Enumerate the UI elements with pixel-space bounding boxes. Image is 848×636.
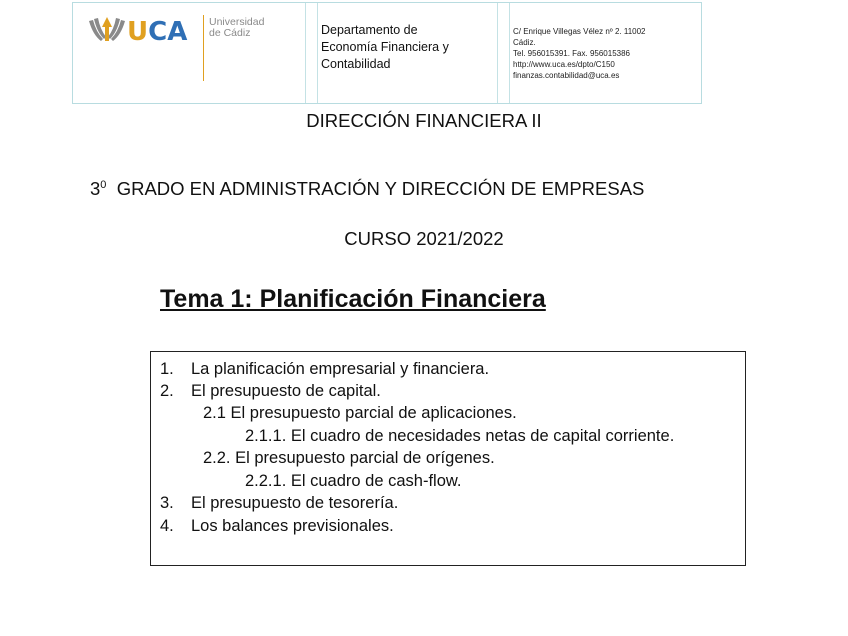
university-line: de Cádiz [209,27,251,39]
contact-city: Cádiz. [513,38,536,47]
toc-subsubitem [245,472,461,491]
department-line: Economía Financiera y [321,40,449,54]
uca-logo-text [127,17,187,47]
topic-title: Tema 1: Planificación Financiera [160,285,546,313]
toc-item-text: El presupuesto de tesorería. [191,494,399,512]
toc-item-text: El presupuesto de capital. [191,382,381,400]
toc-subsubitem [245,427,674,446]
letterhead-divider [317,3,318,103]
toc-item-text: 2.2. El presupuesto parcial de orígenes. [203,449,495,467]
letterhead-divider [509,3,510,103]
toc-item-text: La planificación empresarial y financiera. [191,360,490,378]
toc-item-number: 2. [160,382,174,400]
toc-item-text: 2.2.1. El cuadro de cash-flow. [245,472,462,490]
uca-logo-letters-rest: CA [148,17,188,47]
university-logo [85,11,305,91]
toc-subitem [203,404,517,423]
uca-emblem-icon [87,15,127,45]
logo-divider [203,15,204,81]
degree-text: GRADO EN ADMINISTRACIÓN Y DIRECCIÓN DE EMPRESAS [116,178,645,199]
toc-item-number: 4. [160,517,174,535]
table-of-contents [150,351,746,566]
letterhead-divider [305,3,306,103]
degree-superscript: 0 [100,179,107,191]
contact-phone: Tel. 956015391. Fax. 956015386 [513,49,630,58]
letterhead [72,2,702,104]
toc-item-number: 1. [160,360,174,378]
subject-title: DIRECCIÓN FINANCIERA II [306,110,542,131]
letterhead-divider [497,3,498,103]
contact-info [513,26,698,81]
department-line: Departamento de [321,23,418,37]
toc-item-text: Los balances previsionales. [191,517,394,535]
toc-item-text: 2.1.1. El cuadro de necesidades netas de capital corriente. [245,427,675,445]
toc-subitem [203,449,495,468]
degree-number: 3 [90,178,101,199]
university-name [209,17,264,39]
university-line: Universidad [209,16,265,28]
department-line: Contabilidad [321,57,391,71]
toc-item-text: 2.1 El presupuesto parcial de aplicaciones. [203,404,517,422]
contact-website: http://www.uca.es/dpto/C150 [513,60,615,69]
contact-email: finanzas.contabilidad@uca.es [513,71,620,80]
course-year: CURSO 2021/2022 [344,228,504,249]
degree-line [90,178,644,200]
toc-item-number: 3. [160,494,174,512]
contact-address: C/ Enrique Villegas Vélez nº 2. 11002 [513,27,646,36]
department-name [321,22,491,73]
uca-logo-letters: U [127,17,149,47]
